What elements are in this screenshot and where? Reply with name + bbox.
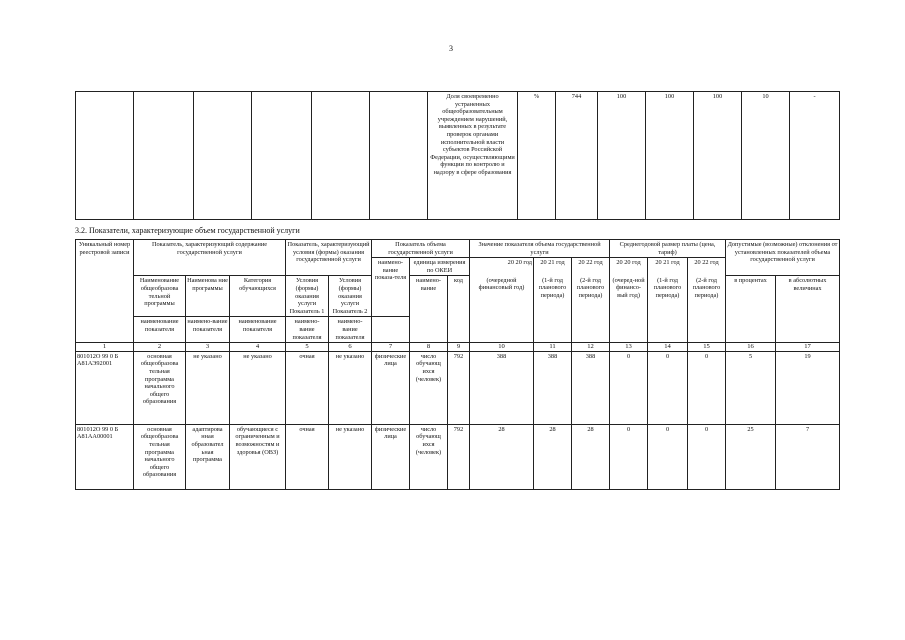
column-number: 2 bbox=[134, 343, 186, 352]
table-cell: 388 bbox=[470, 351, 534, 424]
year-label: 20 22 год bbox=[688, 258, 726, 276]
period-label: (очередной финансовый год) bbox=[470, 276, 534, 343]
value-cell: 10 bbox=[742, 92, 790, 220]
column-number: 12 bbox=[572, 343, 610, 352]
subheader: Условия (формы) оказания услуги Показатель 1 bbox=[286, 276, 329, 317]
header-deviations: Допустимые (возможные) отклонения от установленных показателей объема государственной услуги bbox=[726, 240, 840, 276]
header-row bbox=[76, 240, 840, 258]
indicator-name-label: наимено-вание показателя bbox=[286, 317, 329, 343]
column-number: 5 bbox=[286, 343, 329, 352]
value-cell: - bbox=[790, 92, 840, 220]
section-title: 3.2. Показатели, характеризующие объем государственной услуги bbox=[75, 226, 300, 235]
column-number: 14 bbox=[648, 343, 688, 352]
table-cell: не указано bbox=[329, 351, 372, 424]
subheader: Наименование общеобразова тельной программы bbox=[134, 276, 186, 317]
column-number: 4 bbox=[230, 343, 286, 352]
table-cell: 28 bbox=[572, 424, 610, 489]
value-cell: 100 bbox=[598, 92, 646, 220]
table-cell: 0 bbox=[610, 351, 648, 424]
subheader: в процентах bbox=[726, 276, 776, 343]
year-label: 20 20 год bbox=[610, 258, 648, 276]
table-cell: 19 bbox=[776, 351, 840, 424]
year-label: 20 21 год bbox=[534, 258, 572, 276]
column-number-row bbox=[76, 343, 840, 352]
column-number: 17 bbox=[776, 343, 840, 352]
table-cell: очная bbox=[286, 424, 329, 489]
table-cell: 25 bbox=[726, 424, 776, 489]
table-cell: 388 bbox=[572, 351, 610, 424]
period-label: (2-й год планового периода) bbox=[572, 276, 610, 343]
subheader: в абсолютных величинах bbox=[776, 276, 840, 343]
table-cell: 7 bbox=[776, 424, 840, 489]
table-cell: 388 bbox=[534, 351, 572, 424]
period-label: (1-й год планового периода) bbox=[648, 276, 688, 343]
column-number: 10 bbox=[470, 343, 534, 352]
table-cell: основная общеобразова тельная программа начального общего образования bbox=[134, 424, 186, 489]
year-label: 20 21 год bbox=[648, 258, 688, 276]
indicator-name-label: наимено-вание показателя bbox=[186, 317, 230, 343]
header-values: Значение показателя объема государственной услуги bbox=[470, 240, 610, 258]
table-cell: не указано bbox=[230, 351, 286, 424]
table-cell: 801012О 99 0 Б А81АЭ92001 bbox=[76, 351, 134, 424]
indicator-name-label: наименование показателя bbox=[134, 317, 186, 343]
header-conditions: Показатель, характеризующий условия (формы) оказания государственной услуги bbox=[286, 240, 372, 276]
table-cell: 0 bbox=[688, 424, 726, 489]
header-row bbox=[76, 276, 840, 317]
table-cell: физические лица bbox=[372, 424, 410, 489]
year-label: 20 22 год bbox=[572, 258, 610, 276]
period-label: (очеред-ной финансо-вый год) bbox=[610, 276, 648, 343]
column-number: 15 bbox=[688, 343, 726, 352]
table-cell: число обучающ ихся (человек) bbox=[410, 351, 448, 424]
period-label: (1-й год планового периода) bbox=[534, 276, 572, 343]
header-indicator-name: наимено-вание показа-теля bbox=[372, 258, 410, 317]
table-cell: число обучающ ихся (человек) bbox=[410, 424, 448, 489]
value-cell: 100 bbox=[694, 92, 742, 220]
previous-quality-table bbox=[75, 91, 840, 220]
table-cell: обучающиеся с ограниченным и возможностям и здоровья (ОВЗ) bbox=[230, 424, 286, 489]
column-number: 13 bbox=[610, 343, 648, 352]
column-number: 9 bbox=[448, 343, 470, 352]
table-cell: адаптирова нная образовател ьная программа bbox=[186, 424, 230, 489]
header-unit: единица измерения по ОКЕИ bbox=[410, 258, 470, 276]
table-cell: 5 bbox=[726, 351, 776, 424]
table-cell: не указано bbox=[329, 424, 372, 489]
table-row bbox=[76, 351, 840, 424]
table-row bbox=[76, 424, 840, 489]
okei-cell: 744 bbox=[556, 92, 598, 220]
table-cell: 0 bbox=[648, 424, 688, 489]
table-row bbox=[76, 92, 840, 220]
column-number: 1 bbox=[76, 343, 134, 352]
table-cell: 28 bbox=[470, 424, 534, 489]
subheader: Наименова ние программы bbox=[186, 276, 230, 317]
column-number: 6 bbox=[329, 343, 372, 352]
table-cell: 0 bbox=[610, 424, 648, 489]
table-cell: физические лица bbox=[372, 351, 410, 424]
value-cell: 100 bbox=[646, 92, 694, 220]
column-number: 16 bbox=[726, 343, 776, 352]
indicator-name-label: наимено-вание показателя bbox=[329, 317, 372, 343]
subheader: наимено-вание bbox=[410, 276, 448, 343]
table-cell: очная bbox=[286, 351, 329, 424]
table-cell: основная общеобразова тельная программа начального общего образования bbox=[134, 351, 186, 424]
indicator-name-label: наименование показателя bbox=[230, 317, 286, 343]
subheader: Условия (формы) оказания услуги Показатель 2 bbox=[329, 276, 372, 317]
table-cell: 28 bbox=[534, 424, 572, 489]
table-cell: 792 bbox=[448, 351, 470, 424]
column-number: 11 bbox=[534, 343, 572, 352]
volume-indicators-table bbox=[75, 239, 840, 490]
period-label: (2-й год планового периода) bbox=[688, 276, 726, 343]
column-number: 7 bbox=[372, 343, 410, 352]
header-volume: Показатель объема государственной услуги bbox=[372, 240, 470, 258]
table-cell: 801012О 99 0 Б А81АА00001 bbox=[76, 424, 134, 489]
page-number: 3 bbox=[449, 44, 453, 53]
column-number: 8 bbox=[410, 343, 448, 352]
column-number: 3 bbox=[186, 343, 230, 352]
subheader: код bbox=[448, 276, 470, 343]
unit-cell: % bbox=[518, 92, 556, 220]
header-price: Среднегодовой размер платы (цена, тариф) bbox=[610, 240, 726, 258]
subheader: Категория обучающихся bbox=[230, 276, 286, 317]
table-cell: 792 bbox=[448, 424, 470, 489]
header-registry-number: Уникальный номер реестровой записи bbox=[76, 240, 134, 343]
table-cell: 0 bbox=[648, 351, 688, 424]
table-cell: не указано bbox=[186, 351, 230, 424]
indicator-cell: Доля своевременно устраненных общеобразовательным учреждением нарушений, выявленных в результате проверок органами исполнительной власти субъектов Российской Федерации, осуществляющими функции по контролю и надзору в сфере образования bbox=[428, 92, 518, 220]
table-cell: 0 bbox=[688, 351, 726, 424]
year-label: 20 20 год bbox=[470, 258, 534, 276]
header-content: Показатель, характеризующий содержание государственной услуги bbox=[134, 240, 286, 276]
